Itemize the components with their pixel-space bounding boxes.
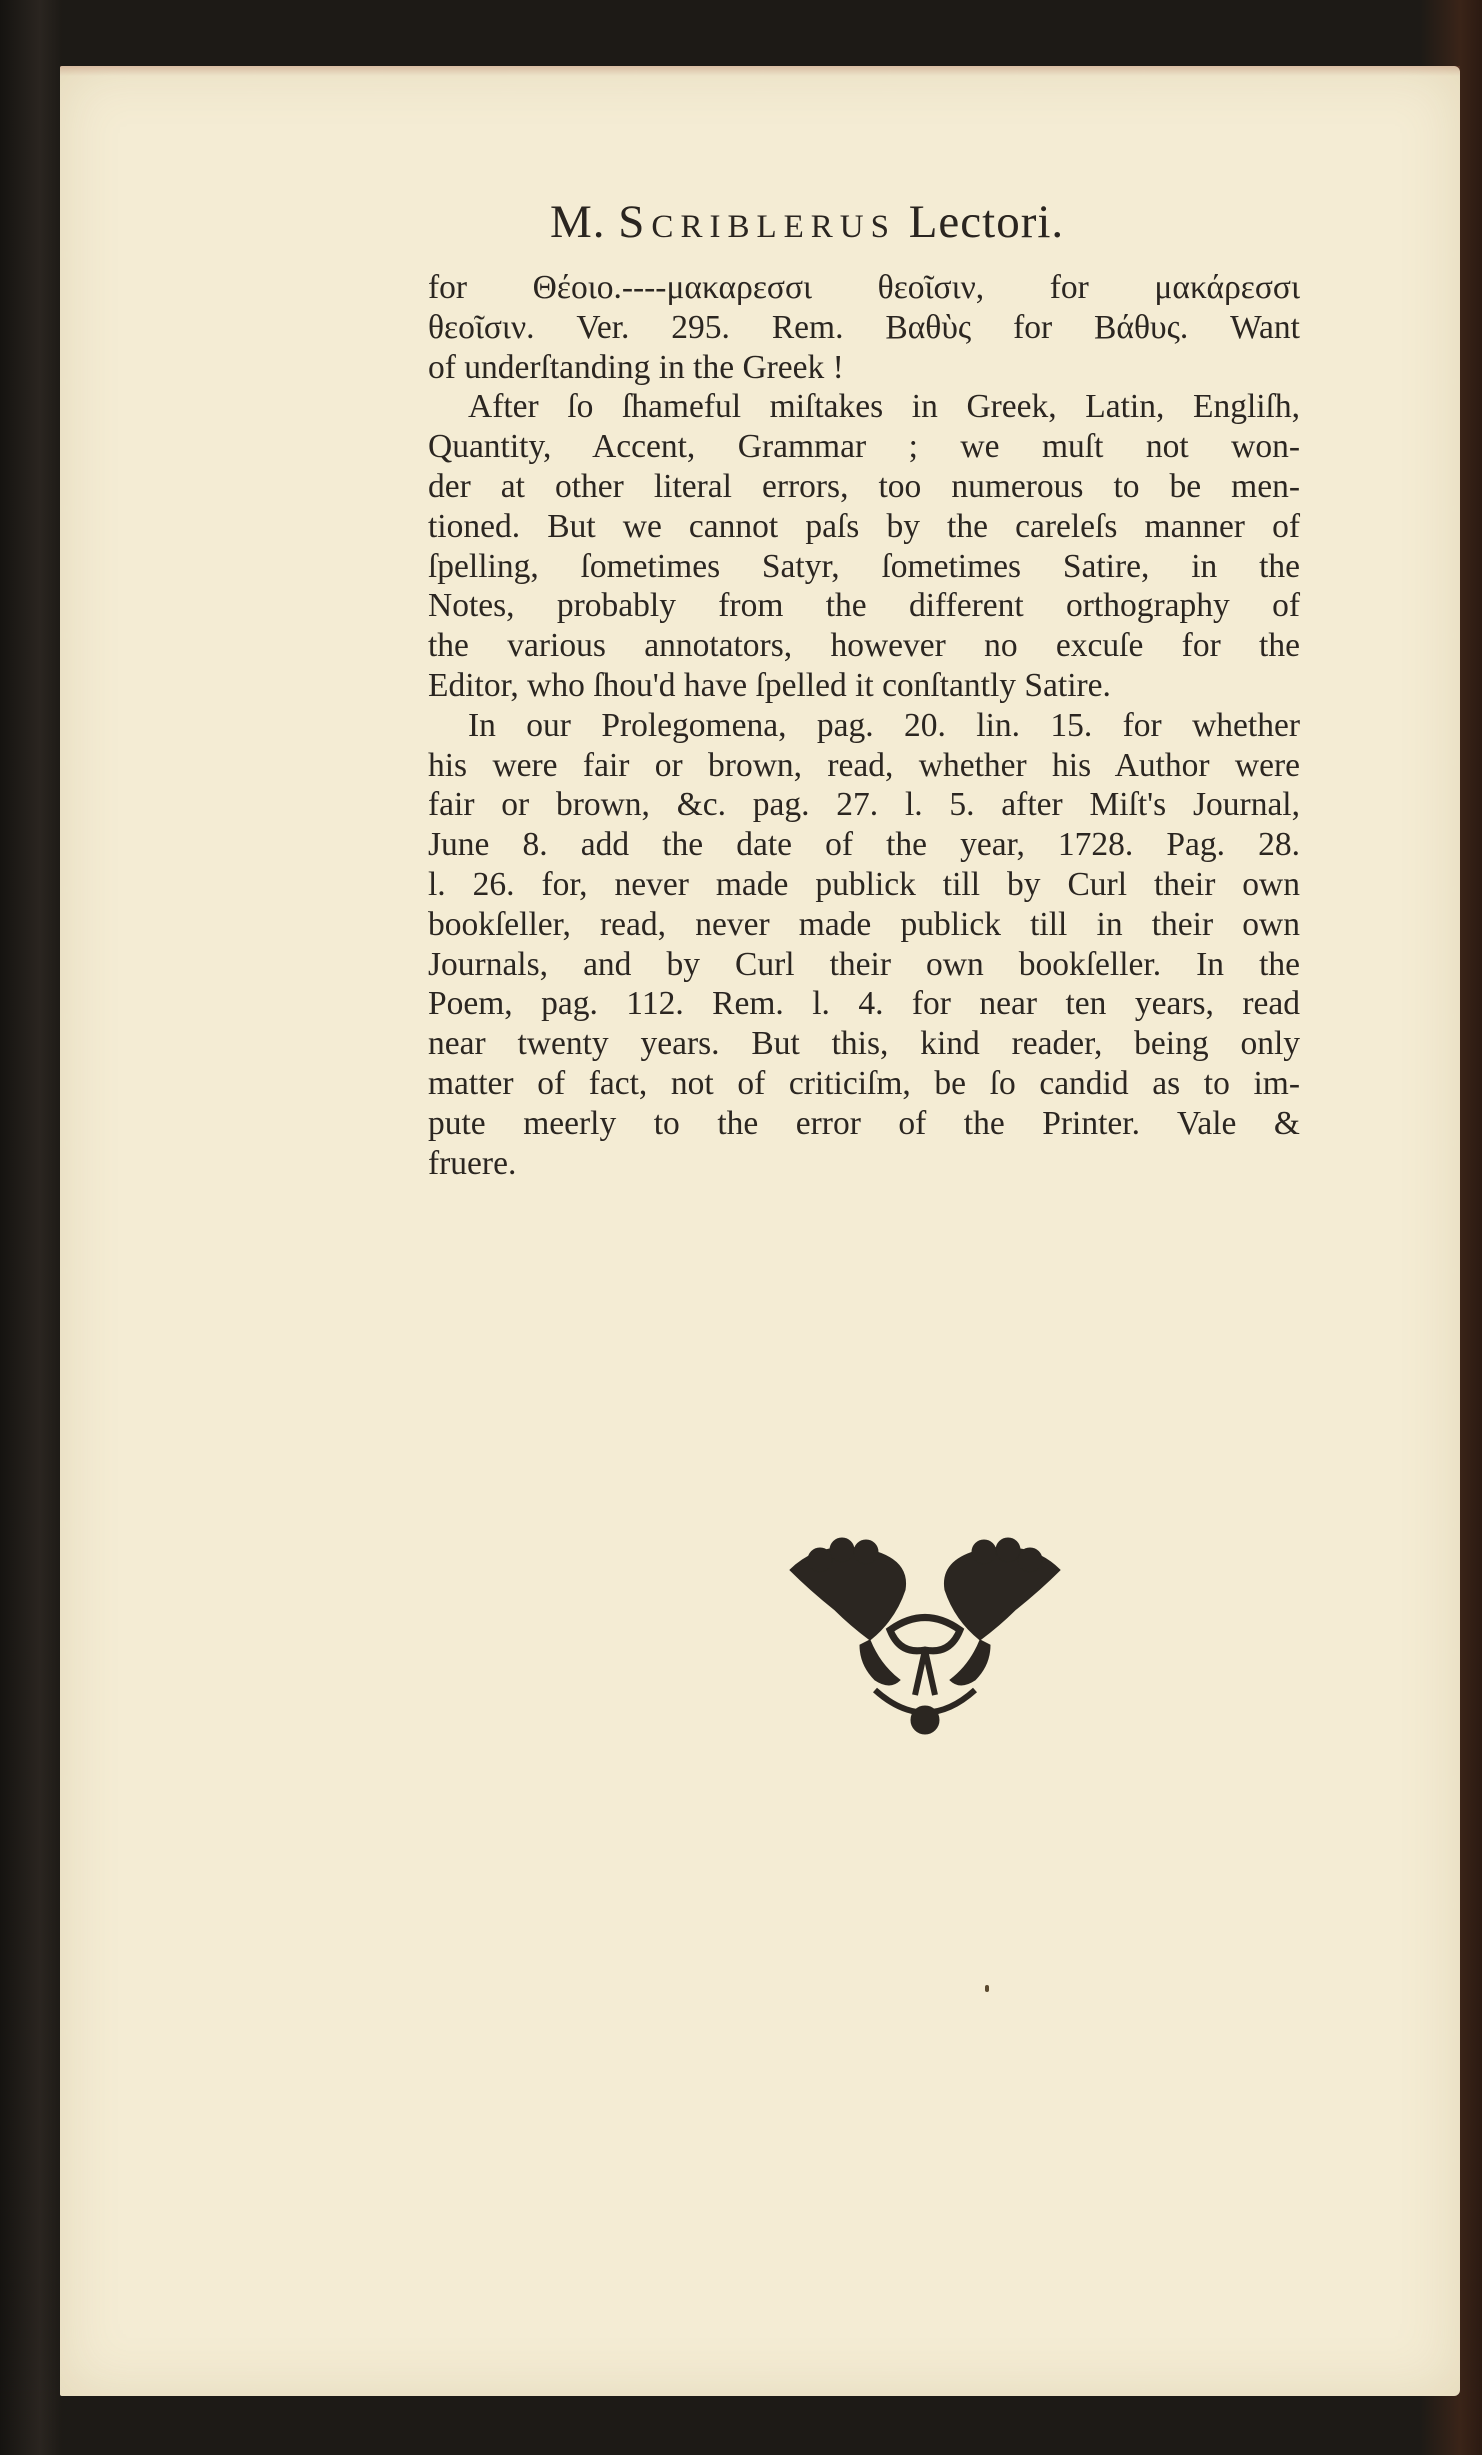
errata-text (428, 268, 1300, 1183)
text-line: of underſtanding in the Greek ! (428, 348, 844, 386)
text-line: Notes, probably from the different orthography of (428, 587, 1300, 625)
text-line: Editor, who ſhou'd have ſpelled it conſtantly Satire. (428, 666, 1111, 704)
text-line: for Θέοιο.----μακαρεσσι θεοῖσιν, for μακάρεσσι (428, 269, 1300, 306)
text-line: After ſo ſhameful miſtakes in Greek, Latin, Engliſh, (468, 388, 1300, 426)
text-line: pute meerly to the error of the Printer. Vale & (428, 1104, 1300, 1142)
running-head-tail: Lectori. (908, 196, 1065, 248)
running-head-initial: M. (550, 196, 606, 248)
text-line: the various annotators, however no excuſe for the (428, 627, 1300, 665)
text-line: Poem, pag. 112. Rem. l. 4. for near ten years, read (428, 985, 1300, 1023)
paper-speck (985, 1985, 989, 1992)
text-line: matter of fact, not of criticiſm, be ſo candid as to im- (428, 1064, 1300, 1102)
text-line: fair or brown, &c. pag. 27. l. 5. after Miſt's Journal, (428, 786, 1300, 824)
page-edge (60, 66, 1460, 76)
text-line: ſpelling, ſometimes Satyr, ſometimes Satire, in the (428, 547, 1300, 585)
text-line: θεοῖσιν. Ver. 295. Rem. Βαθὺς for Βάθυς. Want (428, 308, 1300, 346)
text-line: Journals, and by Curl their own bookſeller. In the (428, 945, 1300, 983)
running-head-name: Scriblerus (618, 196, 896, 248)
text-line: der at other literal errors, too numerous to be men- (428, 467, 1300, 505)
text-line: tioned. But we cannot paſs by the careleſs manner of (428, 507, 1300, 545)
text-line: June 8. add the date of the year, 1728. Pag. 28. (428, 826, 1300, 864)
cornucopia-ornament-icon (780, 1530, 1070, 1750)
text-line: In our Prolegomena, pag. 20. lin. 15. for whether (468, 706, 1300, 744)
running-head (550, 195, 1290, 249)
text-line: bookſeller, read, never made publick till in their own (428, 905, 1300, 943)
text-line: l. 26. for, never made publick till by Curl their own (428, 865, 1300, 903)
text-line: Quantity, Accent, Grammar ; we muſt not won- (428, 428, 1300, 466)
text-line: near twenty years. But this, kind reader, being only (428, 1025, 1300, 1063)
text-line: fruere. (428, 1144, 517, 1182)
text-line: his were fair or brown, read, whether his Author were (428, 746, 1300, 784)
